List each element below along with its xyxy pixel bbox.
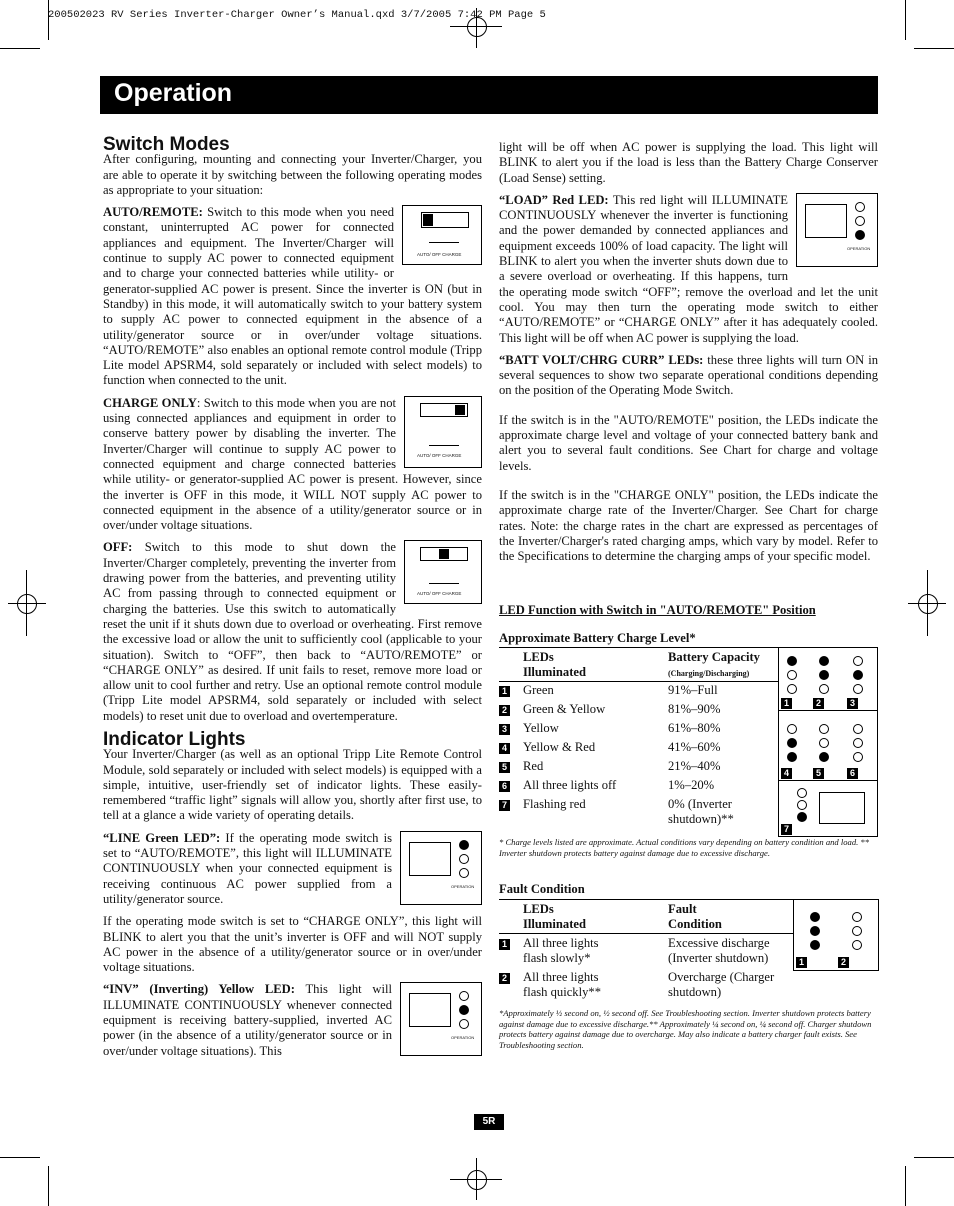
row-number: 6 <box>499 781 510 792</box>
inv-led <box>459 1005 469 1015</box>
panel-label: OPERATION <box>451 1035 475 1041</box>
switch-label: AUTO/ OFF CHARGE <box>417 591 462 597</box>
switch-modes-intro: After configuring, mounting and connecting your Inverter/Charger, you are able to operate it by switching between the following operating modes as appropriate to your situation: <box>103 152 482 197</box>
line-led <box>819 724 829 734</box>
switch-diagram-off <box>404 540 482 604</box>
crop-mark <box>905 1166 906 1206</box>
fault-row-cond: Excessive discharge <box>668 936 770 950</box>
switch-lever <box>455 405 465 415</box>
led-table-title: LED Function with Switch in "AUTO/REMOTE" Position <box>499 603 816 617</box>
led-row-leds: All three lights off <box>523 778 617 792</box>
led-row-capacity: 1%–20% <box>668 778 715 792</box>
registration-mark <box>908 603 946 604</box>
crop-mark <box>48 1166 49 1206</box>
switch-lever <box>423 214 433 226</box>
inv-led <box>819 738 829 748</box>
line-led <box>810 912 820 922</box>
crop-mark <box>914 48 954 49</box>
file-header: 200502023 RV Series Inverter-Charger Owner’s Manual.qxd 3/7/2005 7:42 PM Page 5 <box>48 9 546 21</box>
row-number: 2 <box>499 705 510 716</box>
line-led <box>459 840 469 850</box>
load-led <box>855 230 865 240</box>
rj-jack <box>819 792 865 824</box>
inv-led <box>797 800 807 810</box>
load-led-paragraph <box>499 193 878 346</box>
led-row-capacity: 91%–Full <box>668 683 718 697</box>
fault-table-note: *Approximately ½ second on, ½ second off. See Troubleshooting section. Inverter shutdown protects battery against damage due to excessive discharge.** Approximately ¼ second on, ¼ second off. Charger shutdown protects battery against damage due to overcharge. May also indicate a battery charger fault exists. See Troubleshooting section. <box>499 1008 872 1050</box>
fault-row-cond-2: (Inverter shutdown) <box>668 951 769 965</box>
charge-only-paragraph <box>103 396 482 534</box>
inv-led <box>459 854 469 864</box>
fault-cond-header: Condition <box>668 917 722 931</box>
rj-jack <box>409 993 451 1027</box>
charge-only-text: : Switch to this mode when you are not using connected appliances and equipment in order to conserve battery power by disabling the inverter. The Inverter/Charger will continue to supply AC power to connected equipment and charge connected batteries while utility- or generator-supplied AC power is present. However, since the inverter is OFF in this mode, it WILL NOT supply AC power to connected equipment in the absence of a utility/generator source or in over/under voltage situations. <box>103 395 482 533</box>
load-led <box>810 940 820 950</box>
switch-label: AUTO/ OFF CHARGE <box>417 252 462 258</box>
load-led <box>819 752 829 762</box>
fault-row-cond-2: shutdown) <box>668 985 722 999</box>
line-led <box>787 656 797 666</box>
led-row-leds: Green <box>523 683 554 697</box>
load-led <box>819 684 829 694</box>
auto-remote-paragraph <box>103 205 482 389</box>
led-panel-line <box>400 831 482 905</box>
line-led <box>459 991 469 1001</box>
led-table-subtitle: Approximate Battery Charge Level* <box>499 631 696 645</box>
load-led <box>459 1019 469 1029</box>
diagram-number: 4 <box>781 768 792 779</box>
diagram-number: 2 <box>838 957 849 968</box>
crop-mark <box>0 48 40 49</box>
inv-led-text: This light will ILLUMINATE CONTINUOUSLY whenever connected equipment is receiving battery-supplied, inverted AC power (in the absence of a utility/generator source or in over/under voltage situations). This <box>103 982 393 1058</box>
line-led <box>853 656 863 666</box>
led-row-leds: Flashing red <box>523 797 586 811</box>
inv-led-continued: light will be off when AC power is supplying the load. This light will BLINK to alert you if the load is less than the Battery Charge Conserver (Load Sense) setting. <box>499 140 878 185</box>
led-row-capacity: 41%–60% <box>668 740 721 754</box>
inv-led <box>810 926 820 936</box>
off-label: OFF: <box>103 540 133 555</box>
right-column <box>499 140 878 571</box>
indicator-lights-heading: Indicator Lights <box>103 728 246 750</box>
row-number: 3 <box>499 724 510 735</box>
diagram-number: 2 <box>813 698 824 709</box>
line-led <box>797 788 807 798</box>
off-text: Switch to this mode to shut down the Inverter/Charger completely, preventing the inverter from drawing power from the batteries, and preventing utility AC from passing through to connected equipment or charging the batteries. Use this switch to automatically reset the unit if it shuts down due to overload or overheating. First remove the excessive load or allow the unit to sufficiently cool (applicable to your situation). Switch to “OFF”, then back to “AUTO/REMOTE” or “CHARGE ONLY” as desired. If unit fails to reset, remove more load or allow unit to cool further and retry. Use an optional remote control module (Tripp Lite model APSRM4, sold separately or included with select models) to reset unit due to overload and overtemperature. <box>103 540 482 723</box>
led-row-leds: Yellow & Red <box>523 740 596 754</box>
line-led <box>852 912 862 922</box>
row-number: 2 <box>499 973 510 984</box>
row-number: 4 <box>499 743 510 754</box>
row-number: 7 <box>499 800 510 811</box>
switch-diagram-auto <box>402 205 482 265</box>
fault-cond-header: Fault <box>668 902 697 916</box>
diagram-number: 3 <box>847 698 858 709</box>
switch-lever <box>439 549 449 559</box>
inv-led <box>855 216 865 226</box>
inv-led <box>819 670 829 680</box>
panel-label: OPERATION <box>847 245 871 251</box>
off-paragraph <box>103 540 482 724</box>
led-row-capacity: 21%–40% <box>668 759 721 773</box>
load-led <box>852 940 862 950</box>
load-led-label: “LOAD” Red LED: <box>499 192 609 207</box>
load-led <box>459 868 469 878</box>
fault-led-header: LEDs <box>523 902 554 916</box>
line-led-paragraph-2: If the operating mode switch is set to “CHARGE ONLY”, this light will BLINK to alert you that the unit’s inverter is OFF and will NOT supply AC power in the absence of a utility/generator source or in over/under voltage situations. <box>103 914 482 975</box>
crop-mark <box>0 1157 40 1158</box>
line-led-paragraph <box>103 831 482 907</box>
registration-mark <box>450 26 502 27</box>
inv-led <box>787 738 797 748</box>
led-row-leds: Red <box>523 759 544 773</box>
indicator-intro: Your Inverter/Charger (as well as an optional Tripp Lite Remote Control Module, sold separately or included with select models) is equipped with a simple, intuitive, user-friendly set of indicator lights. These easily-remembered “traffic light” signals will allow you, shortly after first use, to tell at a glance a wide variety of operating details. <box>103 747 482 823</box>
led-row-capacity: 61%–80% <box>668 721 721 735</box>
registration-mark <box>17 594 37 614</box>
led-table-note: * Charge levels listed are approximate. Actual conditions vary depending on battery condition and load. ** Inverter shutdown protects battery against damage due to excessive discharge. <box>499 837 870 858</box>
inv-led <box>787 670 797 680</box>
led-diagram-grid <box>778 647 878 837</box>
load-led <box>797 812 807 822</box>
fault-led-header: Illuminated <box>523 917 586 931</box>
diagram-number: 5 <box>813 768 824 779</box>
led-col-header: LEDs <box>523 650 554 664</box>
line-led <box>853 724 863 734</box>
line-led <box>855 202 865 212</box>
crop-mark <box>905 0 906 40</box>
fault-row-leds: All three lights <box>523 970 599 984</box>
line-led-label: “LINE Green LED”: <box>103 830 221 845</box>
registration-mark <box>8 603 46 604</box>
page-number: 5R <box>474 1114 504 1130</box>
led-row-capacity: 0% (Inverter <box>668 797 732 811</box>
led-row-leds: Green & Yellow <box>523 702 606 716</box>
line-led-text: If the operating mode switch is set to “AUTO/REMOTE”, this light will ILLUMINATE CONTINUOUSLY when your connected equipment is receiving continuous AC power supplied from a utility/generator source. <box>103 830 392 906</box>
line-led <box>819 656 829 666</box>
crop-mark <box>914 1157 954 1158</box>
fault-table-title: Fault Condition <box>499 882 585 896</box>
left-column <box>103 134 482 1066</box>
charge-only-led-paragraph: If the switch is in the "CHARGE ONLY" position, the LEDs indicate the approximate charge rate of the Inverter/Charger. See Chart for charge rates. Note: the charge rates in the chart are expressed as percentages of the Inverter/Charger's rated charging amps, which vary by model. Refer to the Specifications to determine the charging amps of your specific model. <box>499 487 878 564</box>
batt-led-paragraph <box>499 353 878 399</box>
capacity-col-header: Battery Capacity <box>668 650 760 664</box>
inv-led <box>852 926 862 936</box>
switch-label: AUTO/ OFF CHARGE <box>417 452 462 458</box>
rj-jack <box>805 204 847 238</box>
diagram-number: 1 <box>781 698 792 709</box>
panel-label: OPERATION <box>451 883 475 889</box>
diagram-number: 7 <box>781 824 792 835</box>
section-banner <box>100 76 878 114</box>
line-led <box>787 724 797 734</box>
auto-remote-led-paragraph: If the switch is in the "AUTO/REMOTE" position, the LEDs indicate the approximate charge level and voltage of your connected battery bank and alert you to several fault conditions. See Chart for charge and voltage levels. <box>499 412 878 473</box>
batt-led-label: “BATT VOLT/CHRG CURR” LEDs: <box>499 352 704 367</box>
switch-diagram-charge <box>404 396 482 468</box>
inv-led-paragraph <box>103 982 482 1058</box>
led-col-header: Illuminated <box>523 665 586 679</box>
fault-condition-table <box>499 882 879 1062</box>
diagram-number: 6 <box>847 768 858 779</box>
led-function-table <box>499 603 879 858</box>
batt-led-text: these three lights will turn ON in several sequences to show two separate operational conditions depending on the position of the Operating Mode Switch. <box>499 352 878 398</box>
capacity-col-subheader: (Charging/Discharging) <box>668 669 750 678</box>
led-panel-load <box>796 193 878 267</box>
row-number: 5 <box>499 762 510 773</box>
fault-row-leds: All three lights <box>523 936 599 950</box>
load-led <box>853 752 863 762</box>
led-row-capacity-2: shutdown)** <box>668 812 734 826</box>
inv-led <box>853 670 863 680</box>
fault-row-leds-2: flash quickly** <box>523 985 601 999</box>
auto-remote-text: Switch to this mode when you need constant, uninterrupted AC power for connected appliances and equipment. The Inverter/Charger will continue to supply AC power to connected equipment and to charge your connected batteries while utility- or generator-supplied AC power is present. Since the inverter is ON (but in Standby) in this mode, it will automatically switch to your battery system to supply AC power to connected equipment in the absence of a utility/generator source or in over/under voltage situations. “AUTO/REMOTE” also enables an optional remote control module (Tripp Lite model APSRM4, sold separately or included with select models) to function when connected to the unit. <box>103 205 482 388</box>
led-row-capacity: 81%–90% <box>668 702 721 716</box>
section-title: Operation <box>114 79 233 107</box>
registration-mark <box>450 1179 502 1180</box>
auto-remote-label: AUTO/REMOTE: <box>103 205 203 220</box>
fault-row-leds-2: flash slowly* <box>523 951 591 965</box>
fault-row-cond: Overcharge (Charger <box>668 970 775 984</box>
charge-only-label: CHARGE ONLY <box>103 395 197 410</box>
inv-led <box>853 738 863 748</box>
load-led-text: This red light will ILLUMINATE CONTINUOUSLY whenever the inverter is functioning and the power demanded by connected appliances and equipment exceeds 100% of load capacity. The light will BLINK to alert you when the inverter shuts down due to a severe overload or overheating. If this happens, turn the operating mode switch “OFF”; remove the overload and let the unit cool. You may then turn the operating mode switch to either “AUTO/REMOTE” or “CHARGE ONLY” after it has adequately cooled. This light will be off when AC power is supplying the load. <box>499 192 878 345</box>
led-panel-inv <box>400 982 482 1056</box>
fault-led-diagram <box>793 899 879 971</box>
led-row-leds: Yellow <box>523 721 559 735</box>
load-led <box>787 752 797 762</box>
row-number: 1 <box>499 939 510 950</box>
load-led <box>787 684 797 694</box>
rj-jack <box>409 842 451 876</box>
diagram-number: 1 <box>796 957 807 968</box>
registration-mark <box>918 594 938 614</box>
row-number: 1 <box>499 686 510 697</box>
load-led <box>853 684 863 694</box>
switch-modes-heading: Switch Modes <box>103 134 230 155</box>
inv-led-label: “INV” (Inverting) Yellow LED: <box>103 982 295 997</box>
registration-mark <box>467 1170 487 1190</box>
